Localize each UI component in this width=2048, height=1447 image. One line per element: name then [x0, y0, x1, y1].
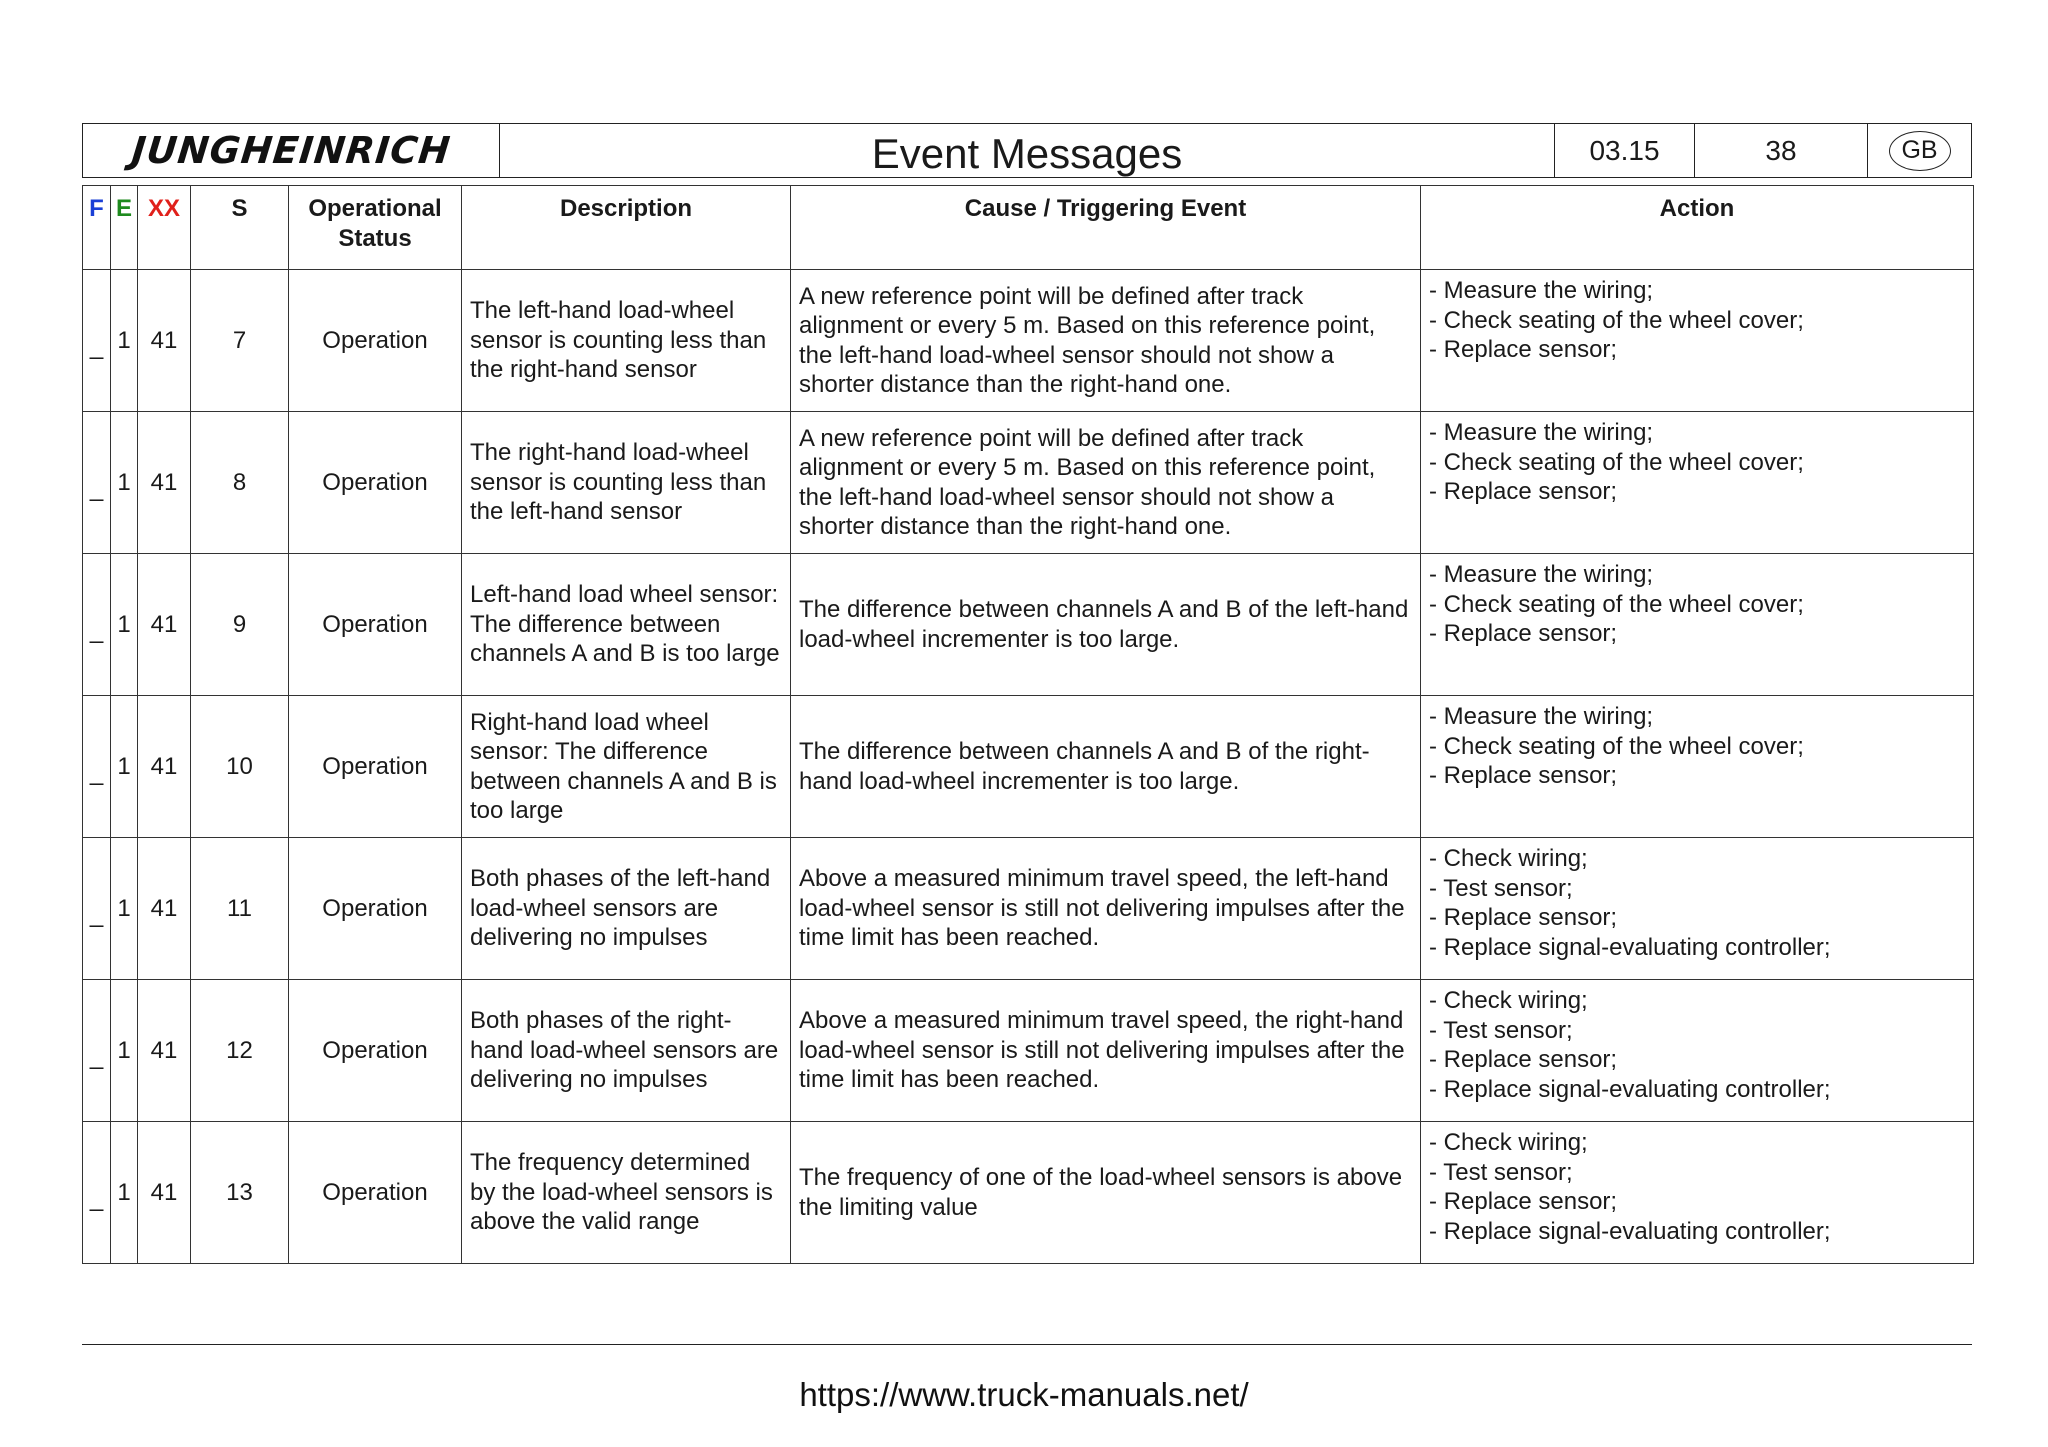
column-header-description: Description [462, 186, 791, 270]
cell-s: 12 [191, 980, 289, 1122]
cell-s: 8 [191, 412, 289, 554]
cell-xx: 41 [138, 838, 191, 980]
cell-e: 1 [111, 838, 138, 980]
cell-description: Left-hand load wheel sensor: The difference between channels A and B is too large [462, 554, 791, 696]
cell-cause: The difference between channels A and B of the left-hand load-wheel incrementer is too large. [791, 554, 1421, 696]
cell-e: 1 [111, 270, 138, 412]
cell-s: 11 [191, 838, 289, 980]
cell-f: _ [83, 1122, 111, 1264]
action-item: - Check seating of the wheel cover; [1429, 448, 1804, 476]
brand-logo-cell [83, 124, 500, 177]
page-number: 38 [1695, 124, 1868, 177]
table-body [83, 270, 1974, 1264]
cell-f: _ [83, 412, 111, 554]
page-title: Event Messages [500, 124, 1555, 177]
action-item: - Replace signal-evaluating controller; [1429, 1217, 1831, 1245]
cell-action [1421, 980, 1974, 1122]
cell-e: 1 [111, 980, 138, 1122]
cell-s: 10 [191, 696, 289, 838]
cell-status: Operation [289, 554, 462, 696]
cell-cause: A new reference point will be defined after track alignment or every 5 m. Based on this reference point, the left-hand load-wheel sensor should not show a shorter distance than the right-hand one. [791, 270, 1421, 412]
cell-cause: The frequency of one of the load-wheel sensors is above the limiting value [791, 1122, 1421, 1264]
cell-f: _ [83, 980, 111, 1122]
cell-action [1421, 412, 1974, 554]
cell-description: Both phases of the left-hand load-wheel sensors are delivering no impulses [462, 838, 791, 980]
action-item: - Replace sensor; [1429, 762, 1618, 789]
brand-logo: JUNGHEINRICH [129, 129, 453, 172]
column-header-action: Action [1421, 186, 1974, 270]
action-item: - Check seating of the wheel cover; [1429, 590, 1804, 618]
table-row [83, 412, 1974, 554]
column-header-xx: XX [138, 186, 191, 270]
cell-description: The right-hand load-wheel sensor is counting less than the left-hand sensor [462, 412, 791, 554]
cell-cause: Above a measured minimum travel speed, the right-hand load-wheel sensor is still not delivering impulses after the time limit has been reached. [791, 980, 1421, 1122]
cell-action [1421, 838, 1974, 980]
cell-f: _ [83, 270, 111, 412]
footer-divider [82, 1344, 1972, 1345]
action-item: - Test sensor; [1429, 1158, 1573, 1186]
table-row [83, 838, 1974, 980]
page-header [82, 123, 1972, 178]
action-item: - Replace sensor; [1429, 1046, 1618, 1073]
cell-status: Operation [289, 980, 462, 1122]
action-item: - Replace signal-evaluating controller; [1429, 933, 1831, 961]
action-item: - Check wiring; [1429, 987, 1588, 1014]
action-item: - Replace sensor; [1429, 904, 1618, 931]
cell-action [1421, 696, 1974, 838]
cell-action [1421, 554, 1974, 696]
cell-description: Both phases of the right-hand load-wheel sensors are delivering no impulses [462, 980, 791, 1122]
action-item: - Replace signal-evaluating controller; [1429, 1075, 1831, 1103]
cell-s: 13 [191, 1122, 289, 1264]
cell-s: 7 [191, 270, 289, 412]
cell-xx: 41 [138, 980, 191, 1122]
cell-description: The left-hand load-wheel sensor is counting less than the right-hand sensor [462, 270, 791, 412]
table-row [83, 270, 1974, 412]
table-row [83, 554, 1974, 696]
table-row [83, 696, 1974, 838]
action-item: - Replace sensor; [1429, 336, 1618, 363]
cell-f: _ [83, 696, 111, 838]
action-item: - Measure the wiring; [1429, 703, 1654, 730]
document-date: 03.15 [1555, 124, 1695, 177]
cell-status: Operation [289, 1122, 462, 1264]
table-row [83, 1122, 1974, 1264]
action-item: - Check wiring; [1429, 1129, 1588, 1156]
cell-f: _ [83, 554, 111, 696]
language-cell [1868, 124, 1971, 177]
footer-url-link[interactable]: https://www.truck-manuals.net/ [799, 1376, 1249, 1413]
cell-cause: A new reference point will be defined after track alignment or every 5 m. Based on this reference point, the left-hand load-wheel sensor should not show a shorter distance than the right-hand one. [791, 412, 1421, 554]
cell-e: 1 [111, 696, 138, 838]
cell-f: _ [83, 838, 111, 980]
column-header-e: E [111, 186, 138, 270]
action-item: - Measure the wiring; [1429, 277, 1654, 304]
action-item: - Test sensor; [1429, 874, 1573, 902]
action-item: - Replace sensor; [1429, 620, 1618, 647]
cell-xx: 41 [138, 696, 191, 838]
cell-s: 9 [191, 554, 289, 696]
column-header-operational-status: Operational Status [289, 186, 462, 270]
cell-cause: Above a measured minimum travel speed, the left-hand load-wheel sensor is still not delivering impulses after the time limit has been reached. [791, 838, 1421, 980]
cell-xx: 41 [138, 270, 191, 412]
cell-xx: 41 [138, 1122, 191, 1264]
cell-action [1421, 270, 1974, 412]
table-header-row [83, 186, 1974, 270]
action-item: - Check wiring; [1429, 845, 1588, 872]
cell-e: 1 [111, 1122, 138, 1264]
action-item: - Check seating of the wheel cover; [1429, 306, 1804, 334]
cell-status: Operation [289, 412, 462, 554]
column-header-cause: Cause / Triggering Event [791, 186, 1421, 270]
column-header-f: F [83, 186, 111, 270]
cell-description: Right-hand load wheel sensor: The difference between channels A and B is too large [462, 696, 791, 838]
cell-action [1421, 1122, 1974, 1264]
cell-e: 1 [111, 554, 138, 696]
cell-e: 1 [111, 412, 138, 554]
language-badge: GB [1889, 131, 1951, 171]
cell-status: Operation [289, 270, 462, 412]
action-item: - Test sensor; [1429, 1016, 1573, 1044]
action-item: - Measure the wiring; [1429, 561, 1654, 588]
event-messages-table [82, 185, 1974, 1264]
table-row [83, 980, 1974, 1122]
action-item: - Check seating of the wheel cover; [1429, 732, 1804, 760]
cell-status: Operation [289, 696, 462, 838]
cell-cause: The difference between channels A and B of the right-hand load-wheel incrementer is too large. [791, 696, 1421, 838]
action-item: - Replace sensor; [1429, 1188, 1618, 1215]
cell-description: The frequency determined by the load-wheel sensors is above the valid range [462, 1122, 791, 1264]
cell-xx: 41 [138, 412, 191, 554]
column-header-s: S [191, 186, 289, 270]
cell-status: Operation [289, 838, 462, 980]
action-item: - Measure the wiring; [1429, 419, 1654, 446]
cell-xx: 41 [138, 554, 191, 696]
action-item: - Replace sensor; [1429, 478, 1618, 505]
